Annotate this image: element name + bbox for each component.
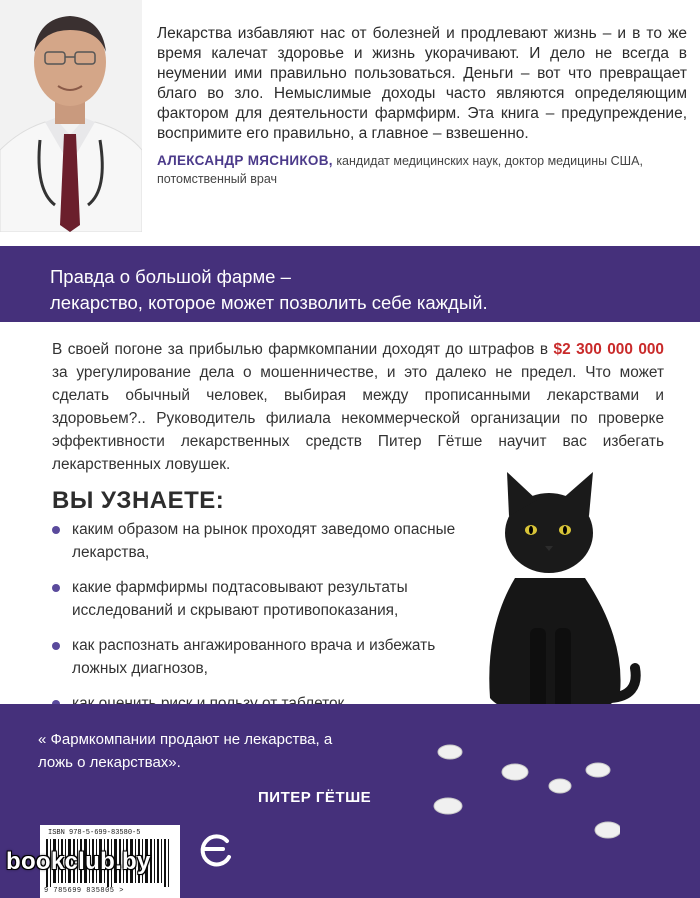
learn-list <box>52 518 472 727</box>
description-intro: В своей погоне за прибылью фармкомпании доходят до штрафов в <box>52 341 549 358</box>
black-cat-image <box>445 458 645 718</box>
banner-line-1: Правда о большой фарме – <box>50 266 291 287</box>
watermark: bookclub.by <box>6 848 151 875</box>
headline-banner <box>0 246 700 322</box>
bullet-icon <box>52 584 60 592</box>
fine-amount: $2 300 000 000 <box>553 341 664 358</box>
bullet-icon <box>52 526 60 534</box>
list-item <box>52 576 472 622</box>
isbn-text: ISBN 978-5-699-83580-5 <box>48 829 141 837</box>
banner-line-2: лекарство, которое может позволить себе каждый. <box>50 292 488 313</box>
pull-quote: « Фармкомпании продают не лекарства, а ложь о лекарствах». <box>38 731 333 771</box>
list-item-text: как распознать ангажированного врача и избежать ложных диагнозов, <box>72 637 436 677</box>
quote-text: Лекарства избавляют нас от болезней и продлевают жизнь – и в то же время калечат здоровье и жизнь укорачивают. И дело не всегда в неумении ими правильно пользоваться. Деньги – вот что превращает благо во зло. Немыслимые доходы часто являются определяющим фактором для деятельности фармфирм. Эта книга – предупреждение, воспримите его правильно, а главное – взвешенно. <box>157 25 687 142</box>
bullet-icon <box>52 642 60 650</box>
list-item-text: какие фармфирмы подтасовывают результаты исследований и скрывают противопоказания, <box>72 579 408 619</box>
author-signature <box>157 152 687 188</box>
pills-image <box>420 734 620 844</box>
list-item-text: каким образом на рынок проходят заведомо опасные лекарства, <box>72 521 456 561</box>
author-name: АЛЕКСАНДР МЯСНИКОВ, <box>157 153 333 168</box>
list-item <box>52 634 472 680</box>
book-description <box>52 338 664 476</box>
author-portrait <box>0 0 142 232</box>
eksmo-logo-icon <box>197 829 235 869</box>
top-quote <box>157 24 687 188</box>
barcode-digits: 9 785699 835805 > <box>44 887 124 895</box>
banner-text <box>50 264 670 316</box>
author-credentials: кандидат медицинских наук, доктор медицины США, потомственный врач <box>157 154 643 186</box>
description-rest: за урегулирование дела о мошенничестве, и это далеко не предел. Что может сделать обычный человек, выбирая между прописанными лекарствами и здоровьем?.. Руководитель филиала некоммерческой организации по проверке эффективности лекарственных средств Питер Гётше научит вас избегать лекарственных ловушек. <box>52 364 664 473</box>
list-item <box>52 518 472 564</box>
learn-heading: ВЫ УЗНАЕТЕ: <box>52 487 225 514</box>
pull-quote-author: ПИТЕР ГЁТШЕ <box>258 789 372 806</box>
